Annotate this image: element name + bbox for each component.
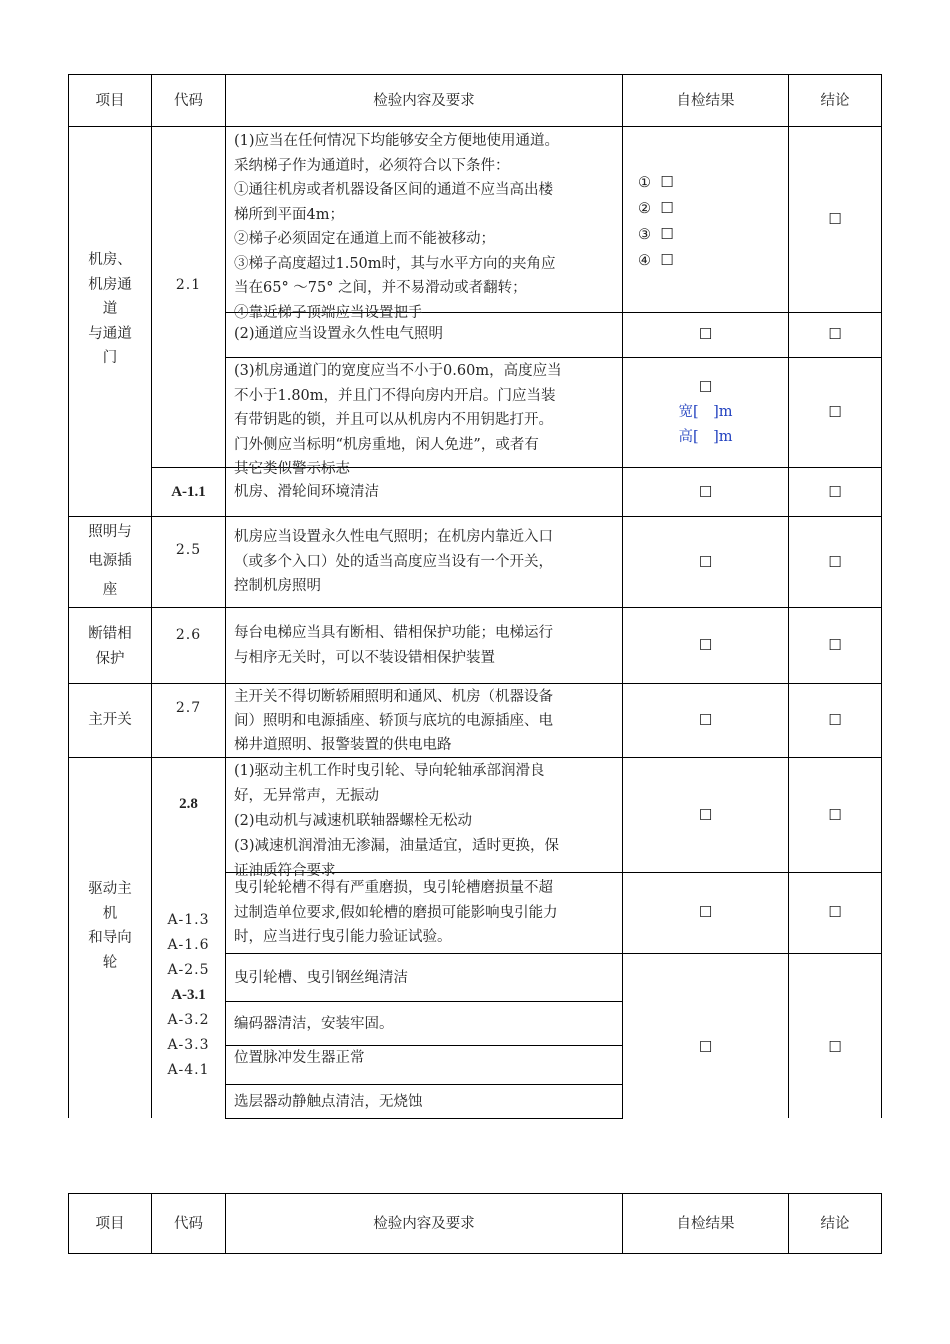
header-self-check: 自检结果 (676, 1215, 735, 1232)
door-height-field[interactable]: 高[ ]m (678, 429, 733, 445)
item-lighting: 照明与 电源插 座 (88, 524, 132, 598)
self-check-checkbox[interactable]: ☐ (698, 553, 713, 571)
code-2-7: 2.7 (175, 700, 202, 716)
code-2-5: 2.5 (175, 542, 202, 558)
item-phase-protection: 断错相 保护 (88, 626, 132, 667)
item-main-switch: 主开关 (88, 712, 132, 728)
header-conclusion: 结论 (820, 1215, 850, 1232)
conclusion-checkbox[interactable]: ☐ (828, 806, 842, 824)
self-check-checkbox[interactable]: ☐ (698, 483, 713, 501)
conclusion-checkbox[interactable]: ☐ (828, 711, 842, 729)
code-list: A-1.3 A-1.6 A-2.5 A-3.1 A-3.2 A-3.3 A-4.1 (167, 912, 210, 1078)
code-2-6: 2.6 (175, 627, 202, 643)
checkbox[interactable]: ☐ (660, 251, 674, 269)
self-check-checkbox[interactable]: ☐ (698, 711, 713, 729)
requirement-phase: 每台电梯应当具有断相、错相保护功能；电梯运行 与相序无关时，可以不装设错相保护装置 (234, 625, 553, 666)
requirement-encoder: 编码器清洁，安装牢固。 (234, 1016, 394, 1032)
conclusion-checkbox[interactable]: ☐ (828, 1038, 842, 1056)
conclusion-checkbox[interactable]: ☐ (828, 325, 842, 343)
requirement-cleanliness: 机房、滑轮间环境清洁 (234, 484, 379, 500)
door-width-field[interactable]: 宽[ ]m (678, 404, 733, 420)
self-check-checkbox[interactable]: ☐ (698, 903, 713, 921)
check-list-passage: ① ☐ ② ☐ ③ ☐ ④ ☐ (638, 173, 674, 269)
checkbox[interactable]: ☐ (660, 173, 674, 191)
requirement-lighting: (2)通道应当设置永久性电气照明 (234, 326, 444, 342)
header-content: 检验内容及要求 (373, 92, 475, 109)
self-check-checkbox[interactable]: ☐ (698, 378, 713, 396)
self-check-checkbox[interactable]: ☐ (698, 636, 713, 654)
conclusion-checkbox[interactable]: ☐ (828, 210, 842, 228)
conclusion-checkbox[interactable]: ☐ (828, 903, 842, 921)
checkbox[interactable]: ☐ (660, 225, 674, 243)
header-item: 项目 (95, 92, 125, 109)
requirement-main-switch: 主开关不得切断轿厢照明和通风、机房（机器设备 间）照明和电源插座、轿顶与底坑的电源插座、电 梯井道照明、报警装置的供电电路 (234, 689, 553, 753)
requirement-door: (3)机房通道门的宽度应当不小于0.60m，高度应当 不小于1.80m，并且门不得向房内开启。门应当装 有带钥匙的锁，并且可以从机房内不用钥匙打开。 门外侧应当标明“机房重地，闲人免进”，或者有 其它类似警示标志 (234, 363, 562, 477)
header-conclusion: 结论 (820, 92, 850, 109)
header-code: 代码 (174, 92, 203, 109)
requirement-drive: (1)驱动主机工作时曳引轮、导向轮轴承部润滑良 好，无异常声，无振动 (2)电动机与减速机联轴器螺栓无松动 (3)减速机润滑油无渗漏，油量适宜，适时更换，保 证油质符合要求 (234, 763, 560, 879)
header-self-check: 自检结果 (676, 92, 735, 109)
conclusion-checkbox[interactable]: ☐ (828, 483, 842, 501)
requirement-room-lighting: 机房应当设置永久性电气照明；在机房内靠近入口 （或多个入口）处的适当高度应当设有一个开关， 控制机房照明 (234, 529, 553, 594)
requirement-selector: 选层器动静触点清洁，无烧蚀 (234, 1094, 423, 1110)
code-2-8: 2.8 (179, 796, 198, 812)
conclusion-checkbox[interactable]: ☐ (828, 403, 842, 421)
header-content: 检验内容及要求 (373, 1215, 475, 1232)
requirement-passage: (1)应当在任何情况下均能够安全方便地使用通道。 采纳梯子作为通道时，必须符合以下条件： ①通往机房或者机器设备区间的通道不应当高出楼 梯所到平面4m； ②梯子必须固定在通道上而不能被移动； ③梯子高度超过1.50m时，其与水平方向的夹角应 当在65° ～75° 之间，并不易滑动或者翻转； ④靠近梯子顶端应当设置把手 (234, 133, 560, 321)
conclusion-checkbox[interactable]: ☐ (828, 636, 842, 654)
requirement-rope-clean: 曳引轮槽、曳引钢丝绳清洁 (234, 970, 408, 986)
item-machine-room: 机房、 机房通 道 与通道 门 (88, 252, 132, 366)
code-2-1: 2.1 (175, 277, 202, 293)
requirement-sheave-wear: 曳引轮轮槽不得有严重磨损，曳引轮槽磨损量不超 过制造单位要求,假如轮槽的磨损可能影响曳引能力 时，应当进行曳引能力验证试验。 (234, 880, 558, 945)
self-check-checkbox[interactable]: ☐ (698, 1038, 713, 1056)
requirement-pulse-generator: 位置脉冲发生器正常 (234, 1050, 365, 1066)
self-check-checkbox[interactable]: ☐ (698, 806, 713, 824)
item-drive-machine: 驱动主 机 和导向 轮 (88, 881, 132, 971)
conclusion-checkbox[interactable]: ☐ (828, 553, 842, 571)
door-dimension-check (623, 375, 788, 450)
header-item: 项目 (95, 1215, 125, 1232)
self-check-checkbox[interactable]: ☐ (698, 325, 713, 343)
header-code: 代码 (174, 1215, 203, 1232)
checkbox[interactable]: ☐ (660, 199, 674, 217)
code-a-1-1: A-1.1 (171, 484, 206, 500)
